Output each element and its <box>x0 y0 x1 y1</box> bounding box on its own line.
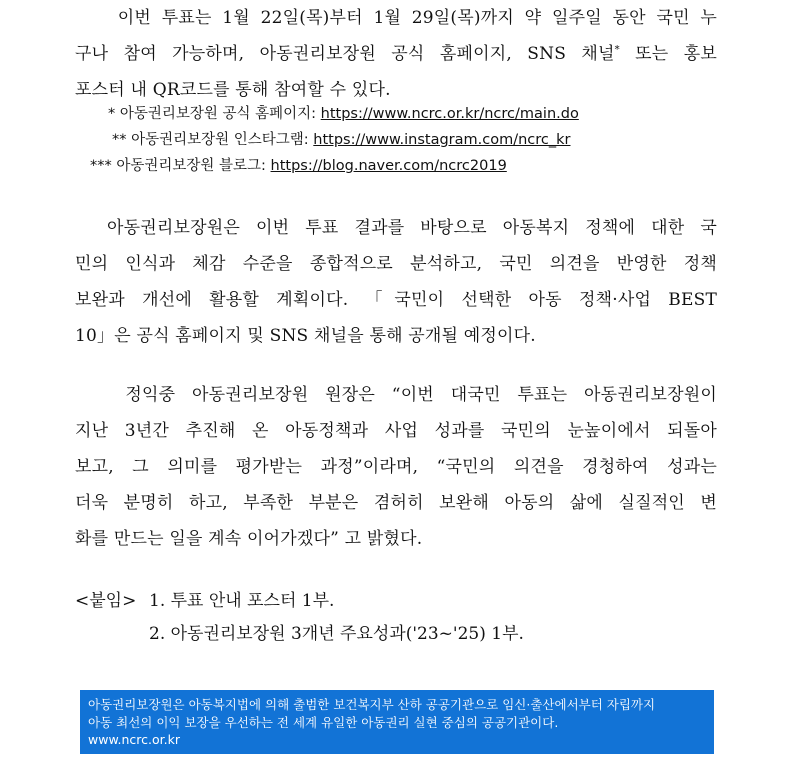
attachments-label: <붙임> <box>75 591 137 611</box>
attachment-item: 2. 아동권리보장원 3개년 주요성과('23~'25) 1부. <box>149 624 524 644</box>
paragraph-line: 정익중 아동권리보장원 원장은 “이번 대국민 투표는 아동권리보장원이 <box>125 385 717 405</box>
paragraph-line: 더욱 분명히 하고, 부족한 부분은 겸허히 보완해 아동의 삶에 실질적인 변 <box>75 493 717 513</box>
paragraph-line: 구나 참여 가능하며, 아동권리보장원 공식 홈페이지, SNS 채널* 또는 홍보 <box>75 44 717 64</box>
footnote-blog: *** 아동권리보장원 블로그: https://blog.naver.com/ncrc2019 <box>90 158 507 174</box>
paragraph-result-usage <box>75 210 717 354</box>
homepage-link[interactable]: https://www.ncrc.or.kr/ncrc/main.do <box>320 106 579 122</box>
paragraph-line: 민의 인식과 체감 수준을 종합적으로 분석하고, 국민 의견을 반영한 정책 <box>75 254 717 274</box>
attachment-row <box>75 585 524 618</box>
footnote-label: 아동권리보장원 인스타그램: <box>131 132 314 148</box>
banner-line: 아동권리보장원은 아동복지법에 의해 출범한 보건복지부 산하 공공기관으로 임신·출산에서부터 자립까지 <box>88 697 656 712</box>
paragraph-director-quote <box>75 377 717 557</box>
footnote-homepage: * 아동권리보장원 공식 홈페이지: https://www.ncrc.or.kr/ncrc/main.do <box>108 106 579 122</box>
paragraph-voting-period <box>75 0 717 108</box>
attachment-item: 1. 투표 안내 포스터 1부. <box>149 591 335 611</box>
banner-line: 아동 최선의 이익 보장을 우선하는 전 세계 유일한 아동권리 실현 중심의 공공기관이다. <box>88 714 559 730</box>
banner-website[interactable]: www.ncrc.or.kr <box>88 732 180 747</box>
footnote-label: 아동권리보장원 블로그: <box>116 158 271 174</box>
paragraph-line: 포스터 내 QR코드를 통해 참여할 수 있다. <box>75 80 391 100</box>
organization-info-banner <box>80 690 714 754</box>
attachments-section <box>75 585 524 651</box>
attachment-row <box>75 618 524 651</box>
footnote-label: 아동권리보장원 공식 홈페이지: <box>119 106 321 122</box>
paragraph-line: 이번 투표는 1월 22일(목)부터 1월 29일(목)까지 약 일주일 동안 국민 누 <box>117 8 718 28</box>
paragraph-line: 보고, 그 의미를 평가받는 과정”이라며, “국민의 의견을 경청하여 성과는 <box>75 457 717 477</box>
footnote-instagram: ** 아동권리보장원 인스타그램: https://www.instagram.com/ncrc_kr <box>112 132 571 148</box>
instagram-link[interactable]: https://www.instagram.com/ncrc_kr <box>313 132 571 148</box>
footnote-list <box>90 101 579 179</box>
paragraph-line: 화를 만드는 일을 계속 이어가겠다” 고 밝혔다. <box>75 529 423 549</box>
blog-link[interactable]: https://blog.naver.com/ncrc2019 <box>270 158 507 174</box>
footnote-marker: * <box>614 44 620 56</box>
paragraph-line: 10」은 공식 홈페이지 및 SNS 채널을 통해 공개될 예정이다. <box>75 326 536 346</box>
paragraph-line: 지난 3년간 추진해 온 아동정책과 사업 성과를 국민의 눈높이에서 되돌아 <box>75 421 717 441</box>
paragraph-line: 아동권리보장원은 이번 투표 결과를 바탕으로 아동복지 정책에 대한 국 <box>107 218 717 238</box>
paragraph-line: 보완과 개선에 활용할 계획이다. 「국민이 선택한 아동 정책·사업 BEST <box>75 290 717 310</box>
